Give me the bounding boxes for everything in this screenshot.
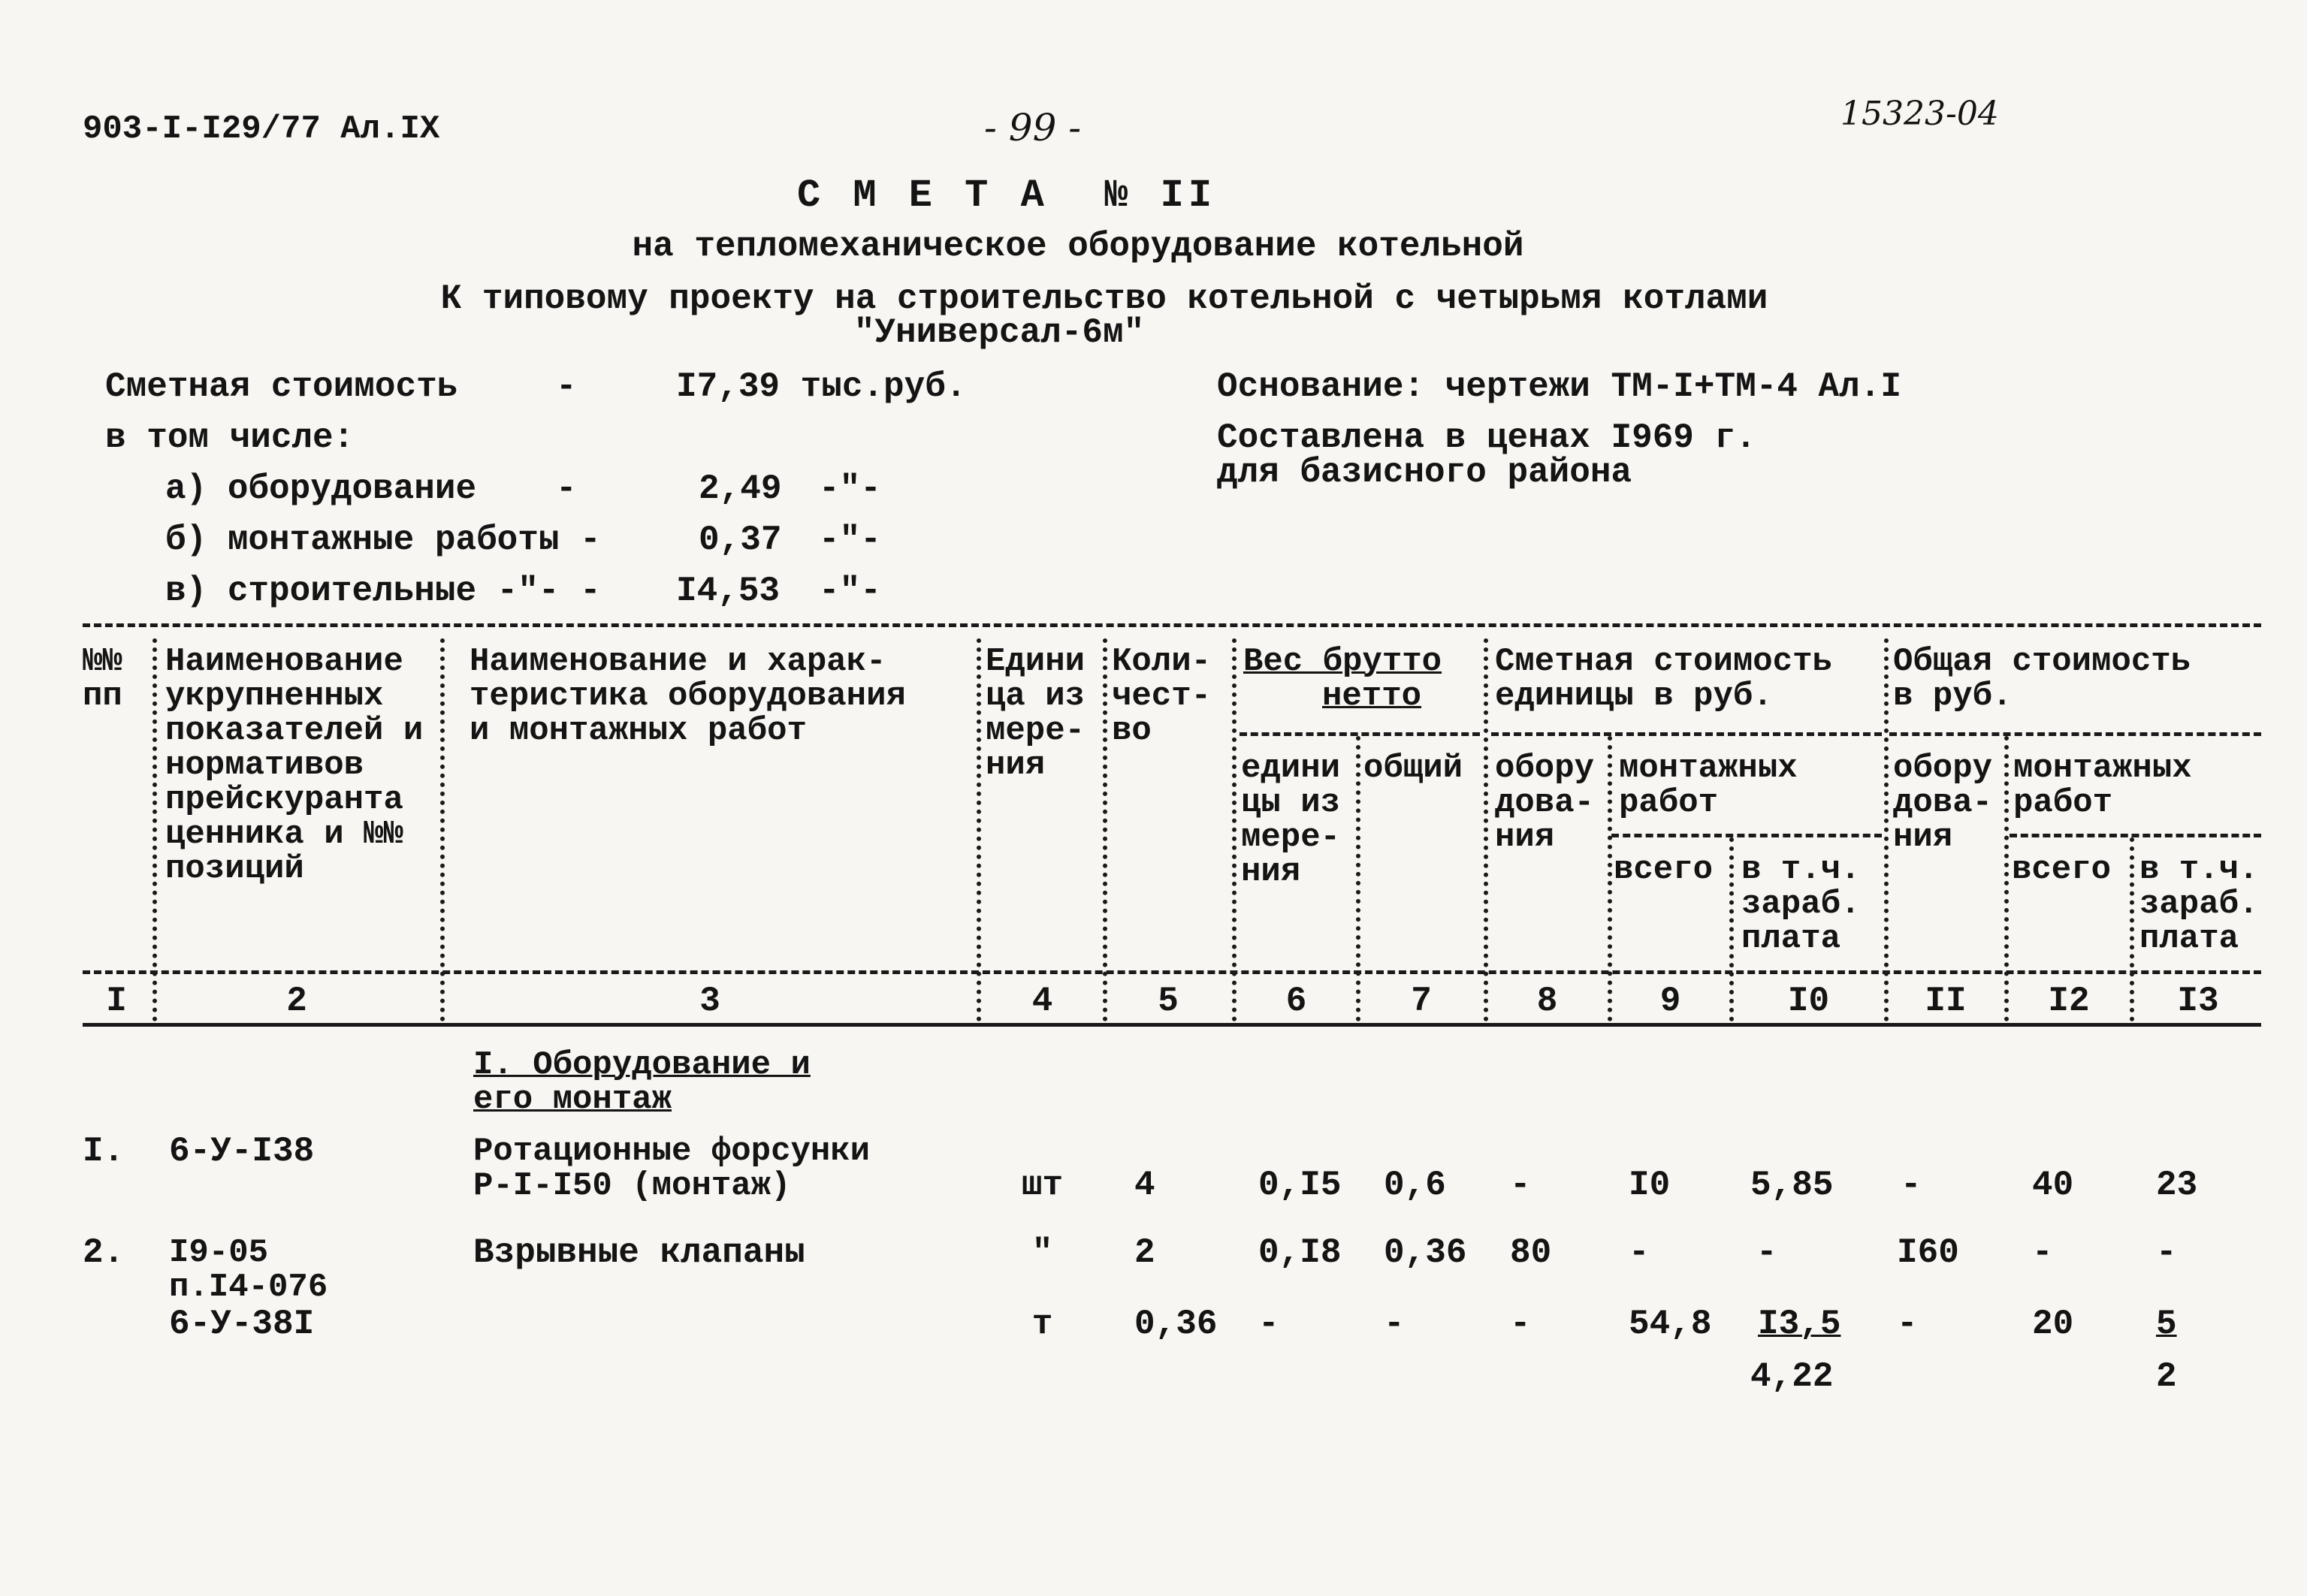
row-cost-mounting: I0: [1629, 1166, 1671, 1205]
row-number: 2.: [83, 1233, 125, 1272]
prices-line-2: для базисного района: [1217, 453, 1632, 492]
column-number: I2: [2048, 982, 2090, 1021]
row-quantity: 0,36: [1134, 1305, 1218, 1344]
row-code: 6-У-38I: [169, 1305, 315, 1344]
column-number: I: [106, 982, 127, 1021]
mounting-label: б) монтажные работы -: [165, 520, 601, 560]
header-quantity: Коли- чест- во: [1112, 643, 1212, 750]
basis-text: Основание: чертежи ТМ-I+ТМ-4 Ал.I: [1217, 367, 1901, 406]
header-unit-cost-mount-total: всего: [1614, 851, 1714, 889]
col-sep-3: [977, 638, 981, 1021]
row-weight-total: -: [1384, 1305, 1405, 1344]
row-cost-wage-sub: 4,22: [1750, 1357, 1834, 1396]
row-name: Взрывные клапаны: [473, 1233, 805, 1272]
header-unit-cost-mount-wage: в т.ч. зараб. плата: [1741, 851, 1861, 958]
col-sep-1: [152, 638, 157, 1021]
header-weight-total: общий: [1363, 750, 1463, 787]
row-total-wage: 23: [2156, 1166, 2198, 1205]
column-number: II: [1925, 982, 1967, 1021]
column-number: 2: [286, 982, 307, 1021]
header-bottom-rule: [83, 970, 2261, 974]
cost-dash: -: [556, 367, 577, 406]
equipment-value: 2,49: [699, 469, 782, 508]
prices-line-1: Составлена в ценах I969 г.: [1217, 418, 1756, 457]
row-number: I.: [83, 1132, 125, 1171]
header-total-cost-mount-wage: в т.ч. зараб. плата: [2139, 851, 2259, 958]
row-total-wage-sub: 2: [2156, 1357, 2177, 1396]
row-weight-unit: 0,I8: [1258, 1233, 1342, 1272]
row-total-equipment: -: [1897, 1305, 1918, 1344]
project-line-1: К типовому проекту на строительство котельной с четырьмя котлами: [440, 279, 1768, 318]
column-number: 8: [1536, 982, 1558, 1021]
including-label: в том числе:: [105, 418, 355, 457]
estimate-title: С М Е Т А № II: [796, 173, 1217, 218]
header-unit: Едини ца из мере- ния: [986, 643, 1086, 784]
header-total-cost: Общая стоимость в руб.: [1893, 643, 2191, 715]
page-number: - 99 -: [984, 106, 1082, 149]
row-unit: шт: [1021, 1166, 1064, 1205]
col-sep-10: [1884, 638, 1889, 1021]
row-code: 6-У-I38: [169, 1132, 315, 1171]
table-top-rule: [83, 623, 2261, 627]
section-title: I. Оборудование и его монтаж: [473, 1046, 811, 1118]
equipment-label: а) оборудование: [165, 469, 477, 508]
header-total-cost-mount-total: всего: [2012, 851, 2112, 889]
header-weight-unit: едини цы из мере- ния: [1241, 750, 1341, 891]
subheader-rule-mount-a: [1611, 834, 1882, 837]
header-unit-cost-equipment: обору дова- ния: [1495, 750, 1595, 856]
row-name: Ротационные форсунки Р-I-I50 (монтаж): [473, 1133, 871, 1205]
construction-unit: -"-: [819, 572, 881, 611]
subheader-rule-mount-b: [2010, 834, 2261, 837]
cost-value: I7,39 тыс.руб.: [676, 367, 967, 406]
row-unit: ": [1031, 1233, 1053, 1272]
construction-value: I4,53: [676, 572, 781, 611]
archive-number: 15323-04: [1840, 95, 1999, 133]
col-sep-6: [1356, 736, 1360, 1021]
column-number: 4: [1031, 982, 1053, 1021]
row-cost-equipment: -: [1510, 1305, 1531, 1344]
row-total-wage: -: [2156, 1233, 2177, 1272]
row-weight-unit: 0,I5: [1258, 1166, 1342, 1205]
subheader-rule-totalcost: [1889, 732, 2261, 736]
header-unit-cost-mounting: монтажных работ: [1619, 750, 1798, 822]
row-weight-unit: -: [1258, 1305, 1279, 1344]
row-cost-wage: -: [1756, 1233, 1777, 1272]
col-sep-12: [2130, 837, 2134, 1021]
estimate-subtitle: на тепломеханическое оборудование котельной: [632, 227, 1524, 266]
col-sep-5: [1232, 638, 1237, 1021]
row-cost-mounting: 54,8: [1629, 1305, 1712, 1344]
column-number: 3: [699, 982, 720, 1021]
row-total-mounting: -: [2032, 1233, 2053, 1272]
col-sep-11: [2004, 736, 2009, 1021]
row-total-wage: 5: [2156, 1305, 2177, 1344]
column-number: 7: [1411, 982, 1432, 1021]
doc-code: 903-I-I29/77 Ал.IX: [83, 110, 440, 148]
header-row-number: №№ пп: [83, 643, 122, 715]
header-weight-brutto: Вес брутто: [1243, 643, 1442, 680]
col-sep-7: [1484, 638, 1488, 1021]
row-cost-mounting: -: [1629, 1233, 1650, 1272]
row-total-mounting: 40: [2032, 1166, 2074, 1205]
column-number: I0: [1787, 982, 1830, 1021]
row-total-mounting: 20: [2032, 1305, 2074, 1344]
row-code: I9-05 п.I4-076: [169, 1234, 328, 1306]
cost-label: Сметная стоимость: [105, 367, 458, 406]
row-total-equipment: I60: [1897, 1233, 1959, 1272]
row-cost-wage: I3,5: [1758, 1305, 1841, 1344]
column-numbers-rule: [83, 1023, 2261, 1027]
header-weight-netto: нетто: [1322, 677, 1422, 715]
header-norm-name: Наименование укрупненных показателей и нормативов прейскуранта ценника и №№ позиций: [165, 643, 424, 888]
row-quantity: 4: [1134, 1166, 1155, 1205]
column-number: I3: [2177, 982, 2219, 1021]
equipment-unit: -"-: [819, 469, 881, 508]
row-weight-total: 0,36: [1384, 1233, 1467, 1272]
row-unit: т: [1031, 1305, 1053, 1344]
subheader-rule-unitcost: [1491, 732, 1882, 736]
header-unit-cost: Сметная стоимость единицы в руб.: [1495, 643, 1832, 715]
row-total-equipment: -: [1901, 1166, 1922, 1205]
construction-label: в) строительные -"- -: [165, 572, 601, 611]
column-number: 9: [1659, 982, 1681, 1021]
col-sep-4: [1103, 638, 1107, 1021]
mounting-value: 0,37: [699, 520, 782, 560]
mounting-unit: -"-: [819, 520, 881, 560]
column-number: 5: [1158, 982, 1179, 1021]
row-cost-equipment: -: [1510, 1166, 1531, 1205]
column-number: 6: [1285, 982, 1307, 1021]
row-cost-wage: 5,85: [1750, 1166, 1834, 1205]
col-sep-2: [440, 638, 445, 1021]
project-line-2: "Универсал-6м": [853, 313, 1145, 352]
col-sep-8: [1608, 736, 1612, 1021]
col-sep-9: [1729, 837, 1734, 1021]
header-equipment-name: Наименование и харак- теристика оборудования и монтажных работ: [470, 643, 906, 750]
row-cost-equipment: 80: [1510, 1233, 1552, 1272]
row-quantity: 2: [1134, 1233, 1155, 1272]
equipment-dash: -: [556, 469, 577, 508]
header-total-cost-equipment: обору дова- ния: [1893, 750, 1993, 856]
row-weight-total: 0,6: [1384, 1166, 1446, 1205]
header-total-cost-mounting: монтажных работ: [2013, 750, 2192, 822]
